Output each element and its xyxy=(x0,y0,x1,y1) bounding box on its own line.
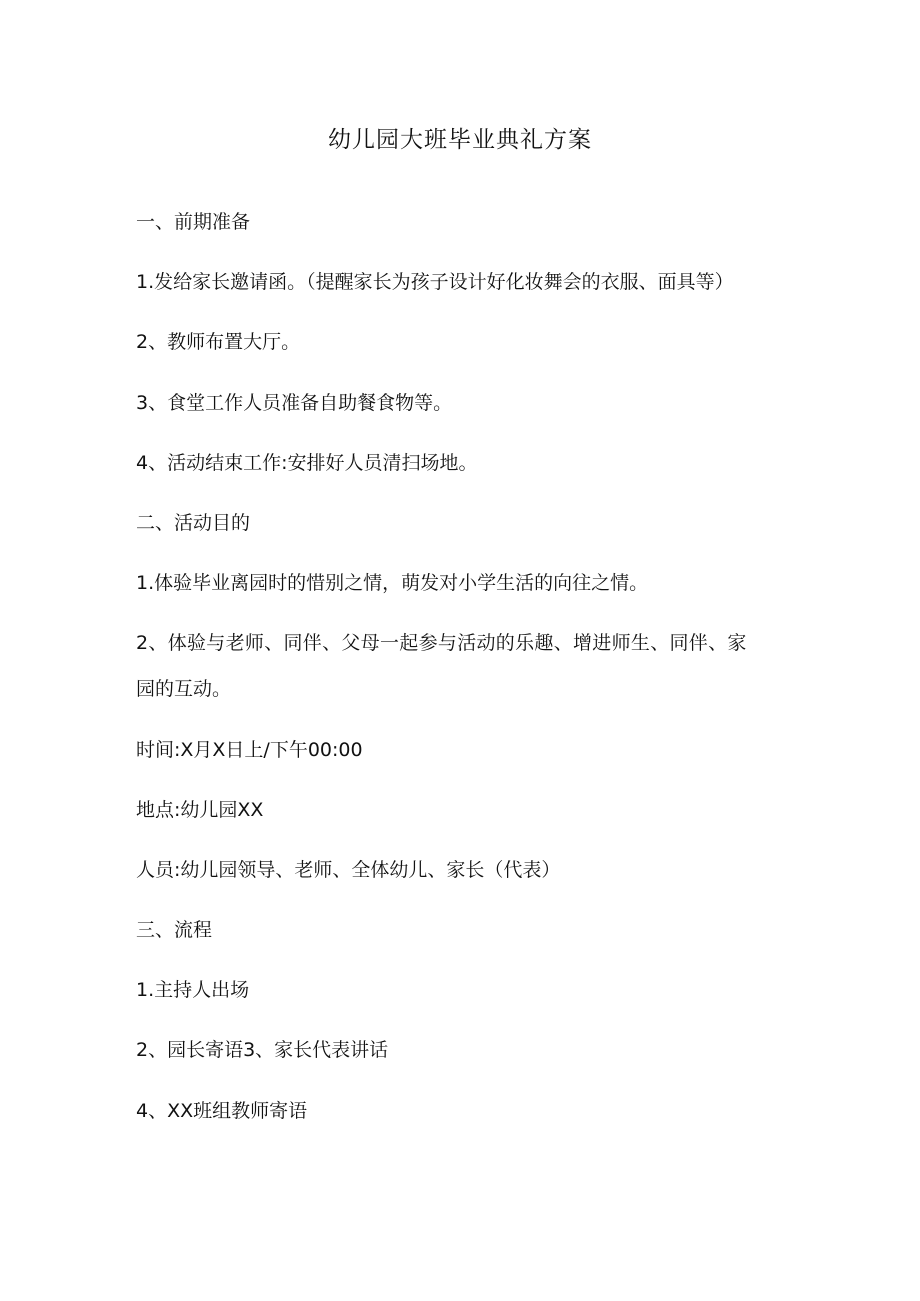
paragraph-line: 1.发给家长邀请函。（提醒家长为孩子设计好化妆舞会的衣服、面具等） xyxy=(136,271,734,294)
document-body xyxy=(136,204,786,1153)
paragraph-line: 1.体验毕业离园时的惜别之情，萌发对小学生活的向往之情。 xyxy=(136,572,649,595)
attendees-line: 人员:幼儿园领导、老师、全体幼儿、家长（代表） xyxy=(136,858,561,881)
paragraph-line: 1.主持人出场 xyxy=(136,979,250,1002)
paragraph-line: 3、食堂工作人员准备自助餐食物等。 xyxy=(136,391,453,414)
time-line: 时间:X月X日上/下午00:00 xyxy=(136,738,363,761)
document-title: 幼儿园大班毕业典礼方案 xyxy=(328,127,592,153)
paragraph-line: 4、XX班组教师寄语 xyxy=(136,1099,308,1122)
section-heading-process: 三、流程 xyxy=(136,919,213,942)
paragraph-line: 4、活动结束工作:安排好人员清扫场地。 xyxy=(136,451,478,474)
paragraph-line: 2、园长寄语3、家长代表讲话 xyxy=(136,1039,389,1062)
paragraph-line-continued: 园的互动。 xyxy=(136,678,232,701)
location-line: 地点:幼儿园XX xyxy=(136,798,264,821)
section-heading-preparation: 一、前期准备 xyxy=(136,211,251,233)
section-heading-purpose: 二、活动目的 xyxy=(136,511,251,534)
paragraph-line: 2、教师布置大厅。 xyxy=(136,331,301,354)
paragraph-line: 2、体验与老师、同伴、父母一起参与活动的乐趣、增进师生、同伴、家 xyxy=(136,632,747,655)
